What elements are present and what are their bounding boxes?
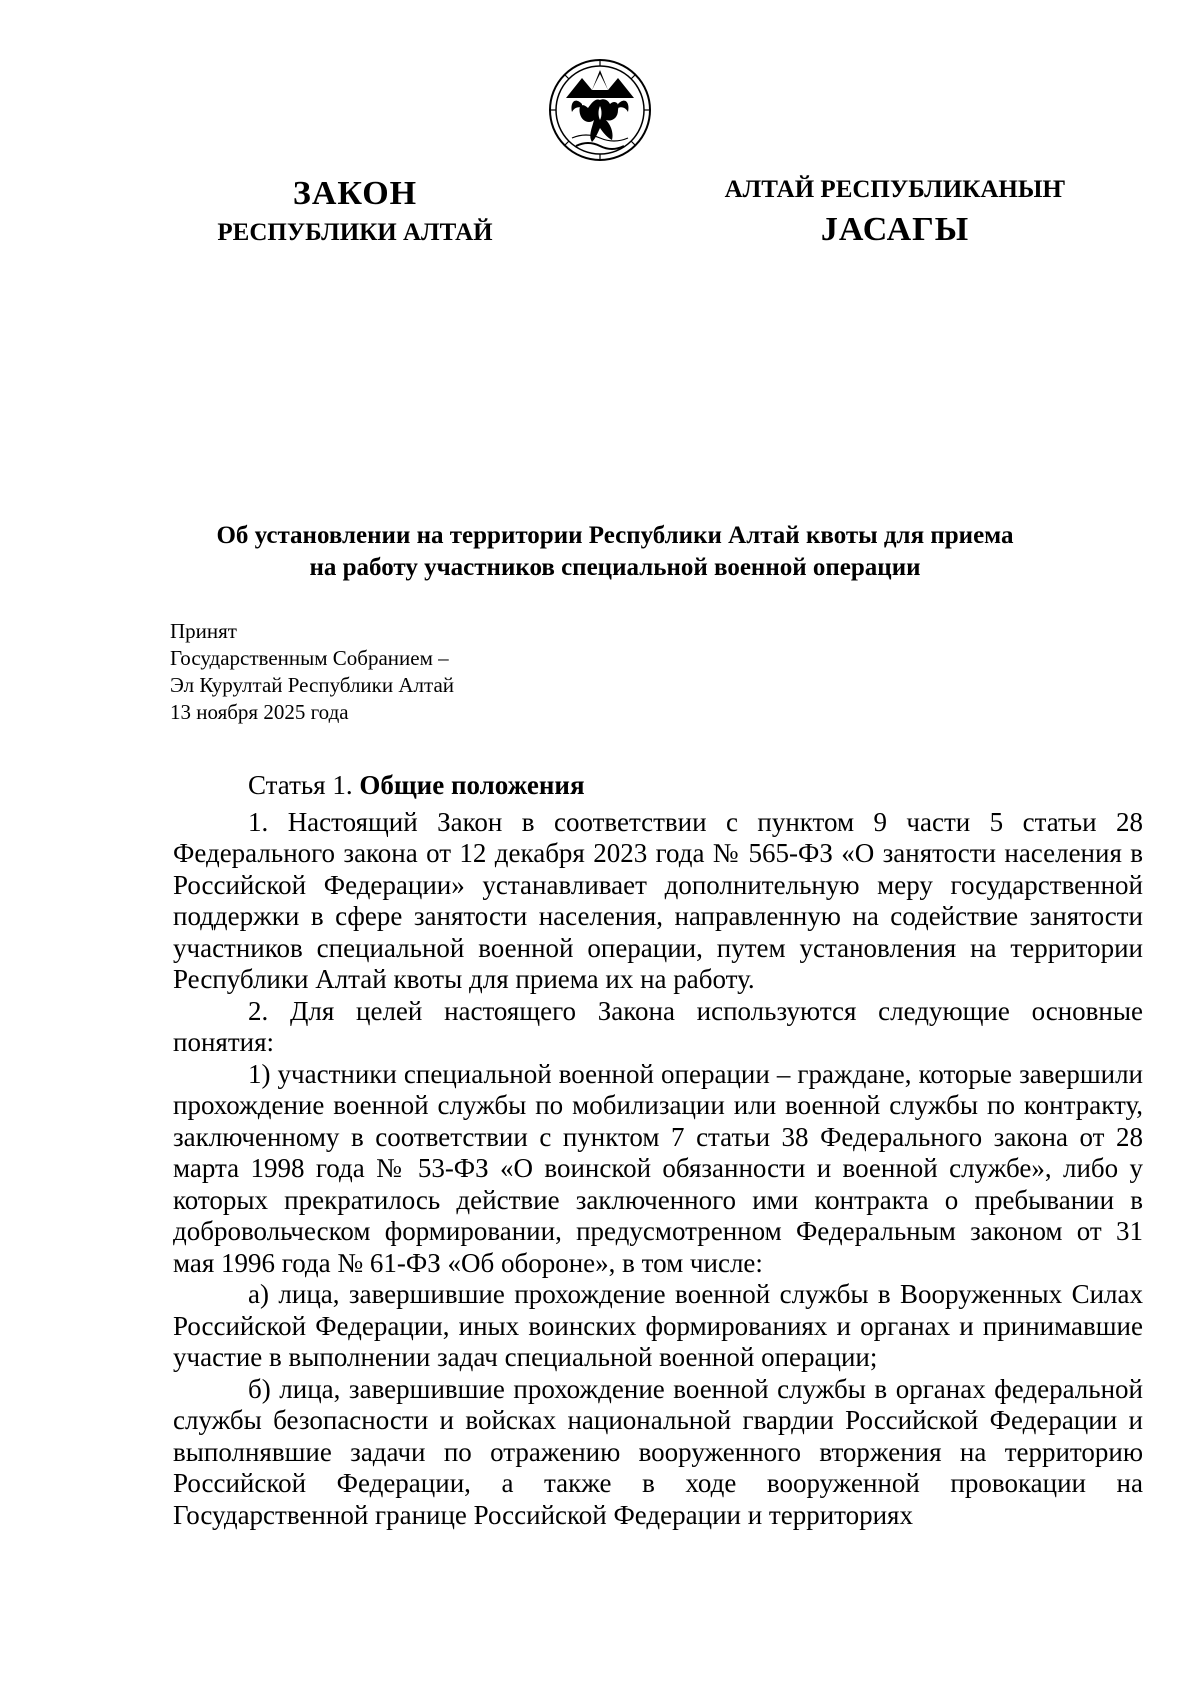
adoption-line: Принят: [170, 619, 237, 643]
law-title-alt: ЈАСАГЫ: [820, 211, 970, 248]
title-line: Об установлении на территории Республики Алтай квоты для приема: [216, 522, 1014, 549]
coat-of-arms-icon: [548, 58, 652, 162]
adoption-line: Государственным Собранием –: [170, 646, 449, 670]
paragraph: 2. Для целей настоящего Закона используются следующие основные понятия:: [173, 995, 1143, 1057]
paragraph: 1. Настоящий Закон в соответствии с пунктом 9 части 5 статьи 28 Федерального закона от 12 декабря 2023 года № 565-ФЗ «О занятости населения в Российской Федерации» устанавливает дополнительную меру государственной поддержки в сфере занятости населения, направленную на содействие занятости участников специальной военной операции, путем установления на территории Республики Алтай квоты для приема их на работу.: [173, 806, 1143, 994]
header-left: [200, 172, 510, 250]
adoption-info: [170, 618, 454, 726]
paragraph: а) лица, завершившие прохождение военной службы в Вооруженных Силах Российской Федерации, иных воинских формированиях и органах и принимавшие участие в выполнении задач специальной военной операции;: [173, 1279, 1143, 1372]
republic-name-alt: АЛТАЙ РЕСПУБЛИКАНЫҤ: [724, 176, 1066, 203]
document-body: [173, 770, 1143, 1531]
article-heading: [248, 770, 1143, 802]
law-title-ru: ЗАКОН: [292, 175, 418, 212]
title-line: на работу участников специальной военной операции: [309, 554, 921, 581]
article-number: Статья 1.: [248, 770, 353, 800]
republic-name-ru: РЕСПУБЛИКИ АЛТАЙ: [217, 219, 493, 246]
paragraph: 1) участники специальной военной операции – граждане, которые завершили прохождение военной службы по мобилизации или военной службы по контракту, заключенному в соответствии с пунктом 7 статьи 38 Федерального закона от 28 марта 1998 года № 53-ФЗ «О воинской обязанности и военной службе», либо у которых прекратилось действие заключенного ими контракта о пребывании в добровольческом формировании, предусмотренном Федеральным законом от 31 мая 1996 года № 61-ФЗ «Об обороне», в том числе:: [173, 1058, 1143, 1278]
document-title: [150, 520, 1080, 584]
adoption-line: Эл Курултай Республики Алтай: [170, 673, 455, 697]
adoption-date: 13 ноября 2025 года: [170, 700, 349, 724]
header-right: [700, 172, 1090, 252]
paragraph: б) лица, завершившие прохождение военной службы в органах федеральной службы безопасности и войсках национальной гвардии Российской Федерации и выполнявшие задачи по отражению вооруженного вторжения на территорию Российской Федерации, а также в ходе вооруженной провокации на Государственной границе Российской Федерации и территориях: [173, 1373, 1143, 1530]
article-name: Общие положения: [359, 770, 585, 800]
